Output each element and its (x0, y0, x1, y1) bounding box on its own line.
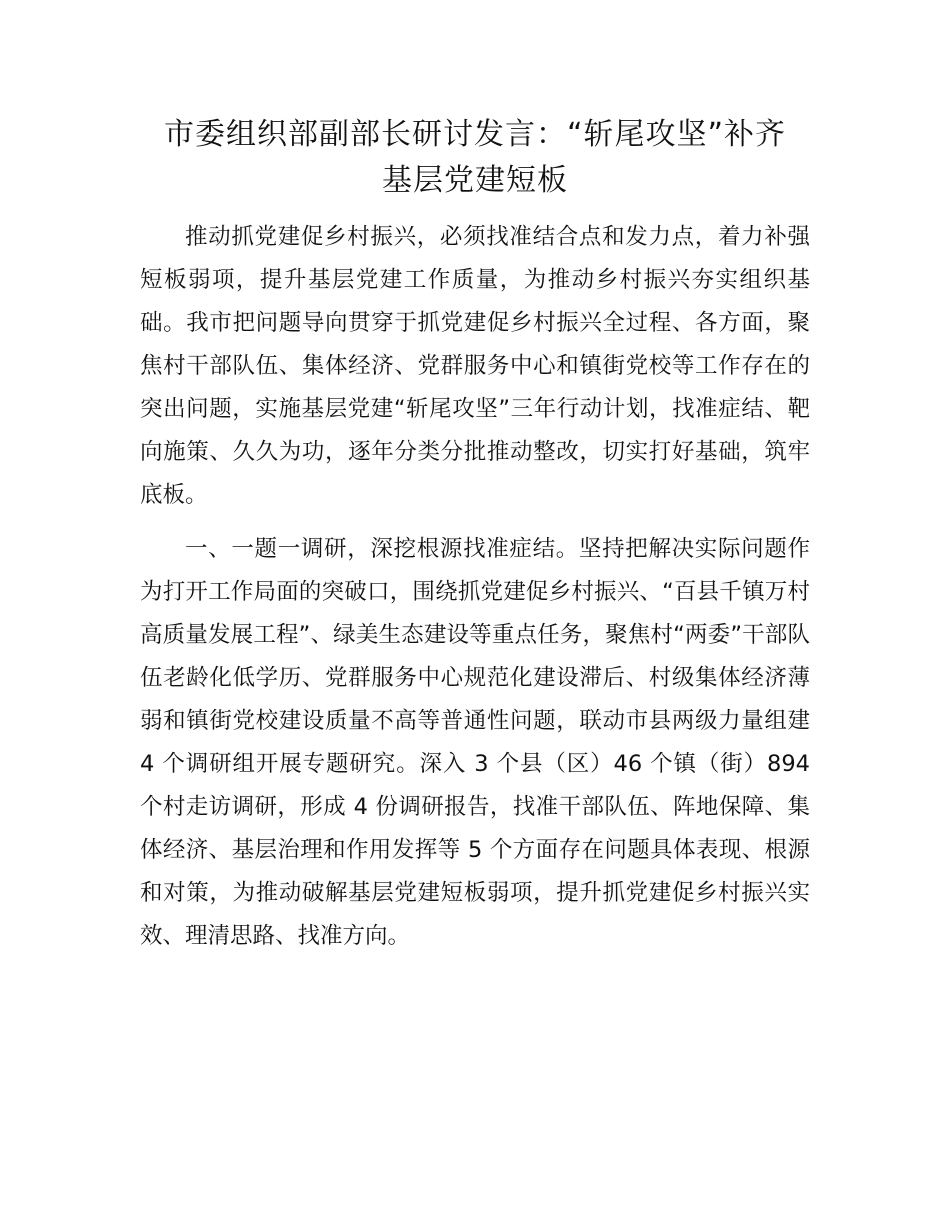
body-paragraph-section-1: 一、一题一调研，深挖根源找准症结。坚持把解决实际问题作为打开工作局面的突破口，围绕抓党建促乡村振兴、“百县千镇万村高质量发展工程”、绿美生态建设等重点任务，聚焦村“两委”干部队伍老龄化低学历、党群服务中心规范化建设滞后、村级集体经济薄弱和镇街党校建设质量不高等普通性问题，联动市县两级力量组建 4 个调研组开展专题研究。深入 3 个县（区）46 个镇（街）894 个村走访调研，形成 4 份调研报告，找准干部队伍、阵地保障、集体经济、基层治理和作用发挥等 5 个方面存在问题具体表现、根源和对策，为推动破解基层党建短板弱项，提升抓党建促乡村振兴实效、理清思路、找准方向。 (140, 536, 810, 949)
document-title-line-2: 基层党建短板 (382, 163, 568, 198)
document-title-line-1: 市委组织部副部长研讨发言：“斩尾攻坚”补齐 (163, 117, 787, 152)
body-paragraph-intro: 推动抓党建促乡村振兴，必须找准结合点和发力点，着力补强短板弱项，提升基层党建工作质量，为推动乡村振兴夯实组织基础。我市把问题导向贯穿于抓党建促乡村振兴全过程、各方面，聚焦村干部队伍、集体经济、党群服务中心和镇街党校等工作存在的突出问题，实施基层党建“斩尾攻坚”三年行动计划，找准症结、靶向施策、久久为功，逐年分类分批推动整改，切实打好基础，筑牢底板。 (140, 224, 810, 508)
document-title (140, 112, 810, 204)
